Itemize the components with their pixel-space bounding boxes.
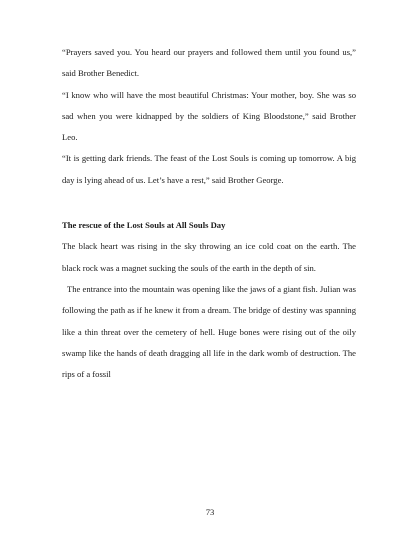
page-number: 73 [205, 507, 215, 517]
paragraph-black-heart: The black heart was rising in the sky throwing an ice cold coat on the earth. The black rock was a magnet sucking the souls of the earth in the depth of sin. [62, 241, 356, 273]
section-heading: The rescue of the Lost Souls at All Souls Day [62, 220, 226, 231]
paragraph-benedict: “Prayers saved you. You heard our prayers and followed them until you found us,” said Brother Benedict. [62, 47, 356, 79]
paragraph-leo: “I know who will have the most beautiful Christmas: Your mother, boy. She was so sad when you were kidnapped by the soldiers of King Bloodstone,” said Brother Leo. [62, 89, 356, 143]
paragraph-george: “It is getting dark friends. The feast of the Lost Souls is coming up tomorrow. A big day is lying ahead of us. Let’s have a rest,” said Brother George. [62, 153, 356, 185]
page-body [62, 42, 356, 385]
paragraph-entrance: The entrance into the mountain was opening like the jaws of a giant fish. Julian was following the path as if he knew it from a dream. The bridge of destiny was spanning like a thin threat over the cemetery of hell. Huge bones were rising out of the oily swamp like the hands of death dragging all life in the dark womb of destruction. The rips of a fossil [62, 283, 356, 380]
